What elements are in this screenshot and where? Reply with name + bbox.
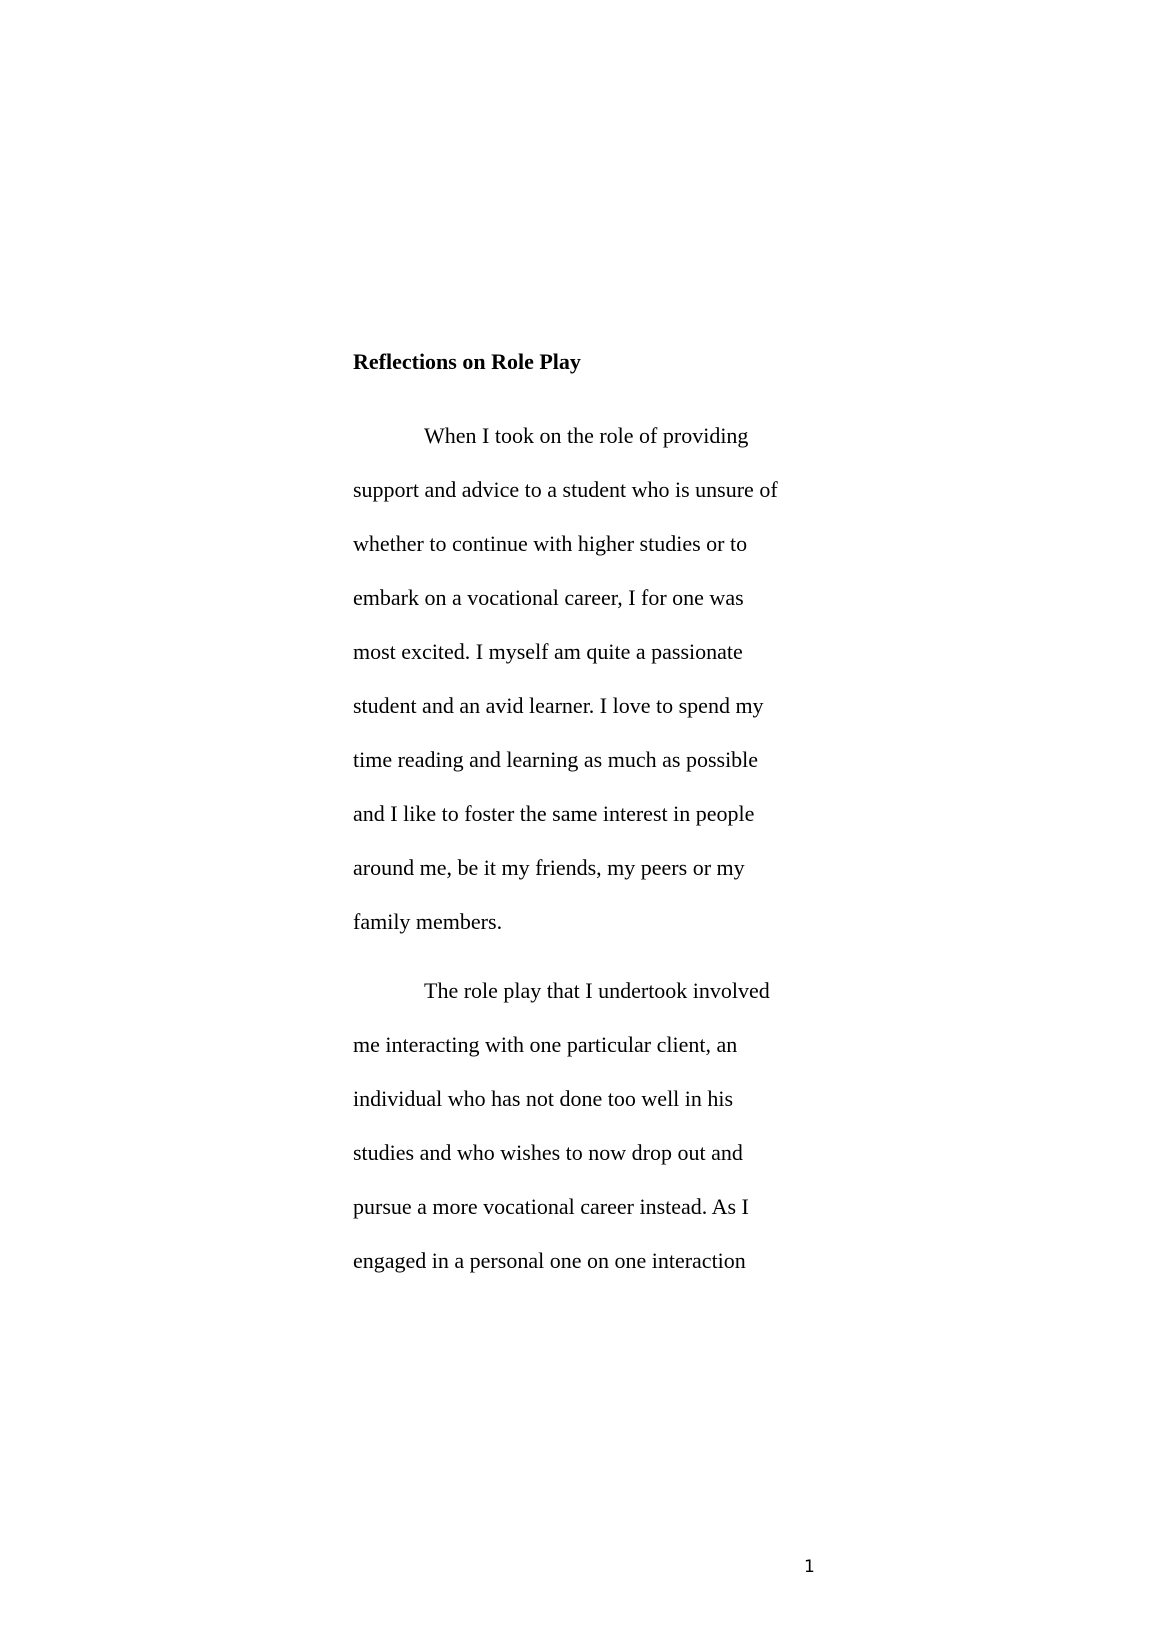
paragraph-line: The role play that I undertook involved — [424, 978, 770, 1003]
paragraph-line: engaged in a personal one on one interaction — [353, 1248, 746, 1273]
paragraph-line: embark on a vocational career, I for one was — [353, 585, 744, 610]
paragraph-line: whether to continue with higher studies or to — [353, 531, 748, 556]
paragraph-line: individual who has not done too well in his — [353, 1086, 734, 1111]
paragraph-line: and I like to foster the same interest in people — [353, 801, 755, 826]
paragraph-line: around me, be it my friends, my peers or my — [353, 855, 745, 880]
paragraph-line: most excited. I myself am quite a passionate — [353, 639, 743, 664]
document-title: Reflections on Role Play — [353, 349, 581, 374]
paragraph-line: studies and who wishes to now drop out and — [353, 1140, 743, 1165]
paragraph-line: student and an avid learner. I love to spend my — [353, 693, 764, 718]
paragraph-line: family members. — [353, 909, 503, 934]
paragraph-line: support and advice to a student who is unsure of — [353, 477, 778, 502]
page-number: 1 — [804, 1557, 815, 1577]
paragraph-line: When I took on the role of providing — [424, 423, 749, 448]
paragraph-line: time reading and learning as much as possible — [353, 747, 759, 772]
paragraph-line: me interacting with one particular client, an — [353, 1032, 738, 1057]
paragraph-line: pursue a more vocational career instead. As I — [353, 1194, 749, 1219]
